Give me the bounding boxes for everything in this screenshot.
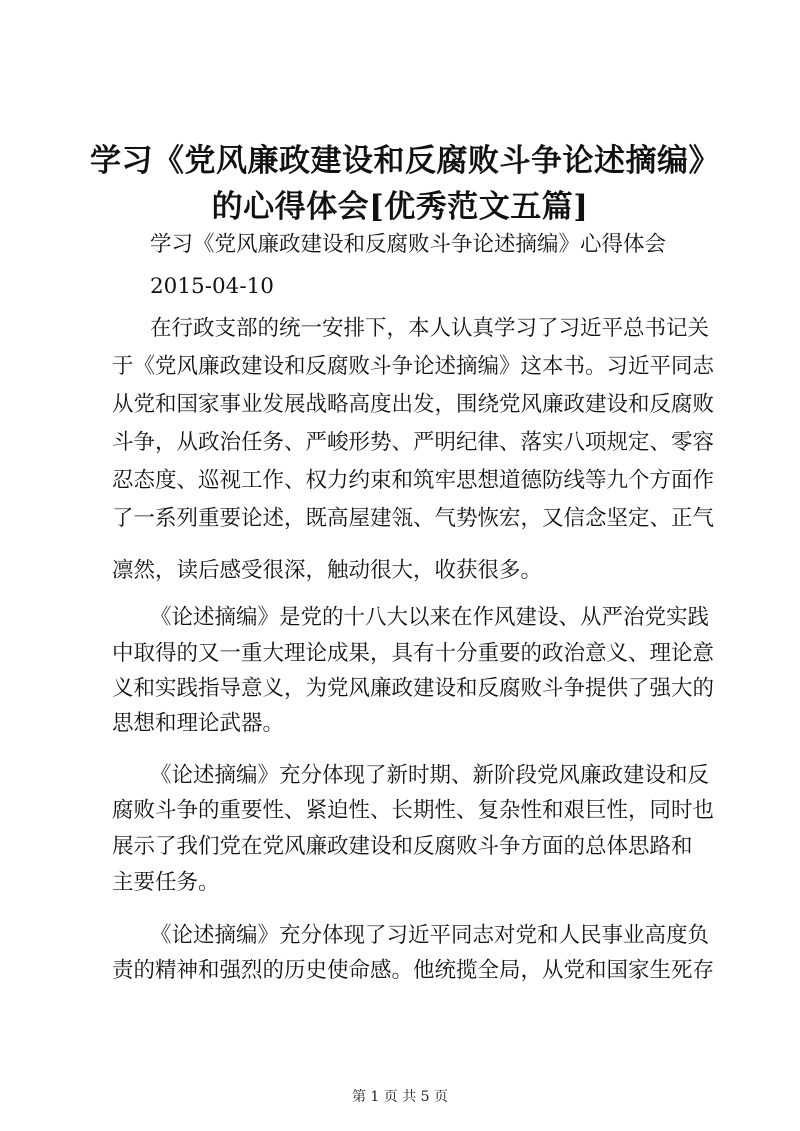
paragraph-line: 思想和理论武器。 [112, 711, 285, 736]
document-title-line-2: 的心得体会[优秀范文五篇] [211, 189, 589, 225]
paragraph-line: 腐败斗争的重要性、紧迫性、长期性、复杂性和艰巨性，同时也 [112, 798, 715, 823]
paragraph-line: 《论述摘编》是党的十八大以来在作风建设、从严治党实践 [150, 605, 710, 630]
paragraph-line: 中取得的又一重大理论成果，具有十分重要的政治意义、理论意 [112, 641, 715, 666]
paragraph-line: 凛然，读后感受很深，触动很大，收获很多。 [112, 558, 543, 583]
paragraph-line: 责的精神和强烈的历史使命感。他统揽全局，从党和国家生死存 [112, 958, 715, 983]
page-footer: 第 1 页 共 5 页 [351, 1089, 449, 1105]
paragraph-line: 义和实践指导意义，为党风廉政建设和反腐败斗争提供了强大的 [112, 676, 715, 701]
paragraph-line: 于《党风廉政建设和反腐败斗争论述摘编》这本书。习近平同志 [112, 354, 715, 379]
document-date: 2015-04-10 [150, 274, 274, 299]
paragraph-line: 了一系列重要论述，既高屋建瓴、气势恢宏，又信念坚定、正气 [112, 506, 715, 531]
document-title-line-1: 学习《党风廉政建设和反腐败斗争论述摘编》 [90, 143, 720, 179]
document-subtitle: 学习《党风廉政建设和反腐败斗争论述摘编》心得体会 [150, 232, 667, 257]
paragraph-line: 忍态度、巡视工作、权力约束和筑牢思想道德防线等九个方面作 [112, 468, 715, 493]
paragraph-line: 《论述摘编》充分体现了新时期、新阶段党风廉政建设和反 [150, 763, 710, 788]
paragraph-line: 主要任务。 [112, 870, 220, 895]
paragraph-line: 《论述摘编》充分体现了习近平同志对党和人民事业高度负 [150, 923, 710, 948]
paragraph-line: 在行政支部的统一安排下，本人认真学习了习近平总书记关 [150, 316, 710, 341]
paragraph-line: 斗争，从政治任务、严峻形势、严明纪律、落实八项规定、零容 [112, 430, 715, 455]
paragraph-line: 从党和国家事业发展战略高度出发，围绕党风廉政建设和反腐败 [112, 392, 715, 417]
paragraph-line: 展示了我们党在党风廉政建设和反腐败斗争方面的总体思路和 [112, 834, 693, 859]
